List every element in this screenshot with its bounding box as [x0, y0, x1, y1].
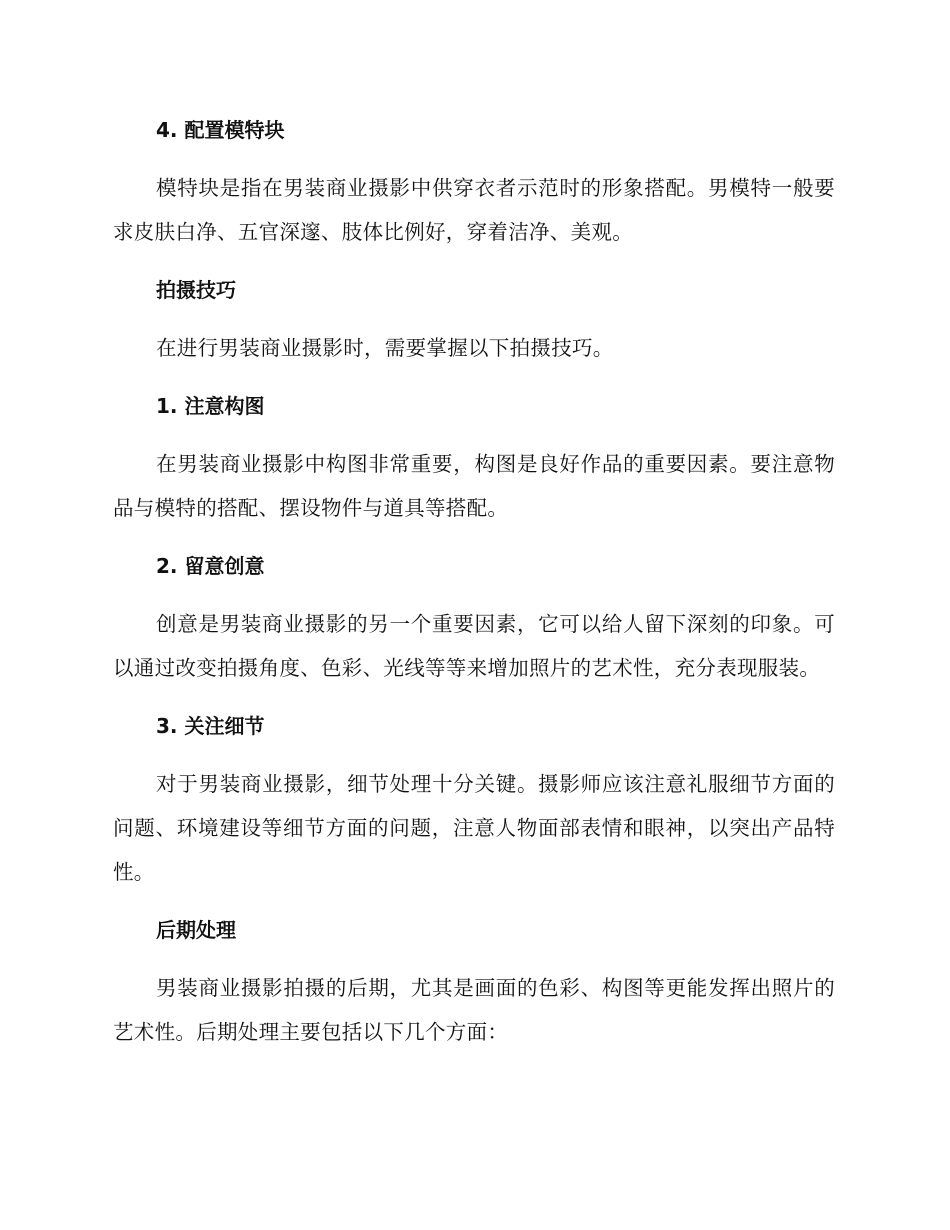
paragraph-model-block: 模特块是指在男装商业摄影中供穿衣者示范时的形象搭配。男模特一般要求皮肤白净、五官深邃、肢体比例好，穿着洁净、美观。: [113, 176, 835, 244]
document-body: [113, 108, 835, 1054]
paragraph-creativity: 创意是男装商业摄影的另一个重要因素，它可以给人留下深刻的印象。可以通过改变拍摄角度、色彩、光线等等来增加照片的艺术性，充分表现服装。: [113, 612, 835, 680]
section-heading-model-block: 4. 配置模特块: [156, 118, 285, 142]
paragraph-post-processing: 男装商业摄影拍摄的后期，尤其是画面的色彩、构图等更能发挥出照片的艺术性。后期处理主要包括以下几个方面：: [113, 976, 835, 1044]
paragraph-shooting-tips: 在进行男装商业摄影时，需要掌握以下拍摄技巧。: [156, 336, 614, 360]
paragraph-details: 对于男装商业摄影，细节处理十分关键。摄影师应该注意礼服细节方面的问题、环境建设等细节方面的问题，注意人物面部表情和眼神，以突出产品特性。: [113, 772, 835, 884]
section-heading-creativity: 2. 留意创意: [156, 554, 265, 578]
paragraph-composition: 在男装商业摄影中构图非常重要，构图是良好作品的重要因素。要注意物品与模特的搭配、摆设物件与道具等搭配。: [113, 452, 835, 520]
section-heading-shooting-tips: 拍摄技巧: [156, 278, 236, 302]
section-heading-composition: 1. 注意构图: [156, 394, 265, 418]
section-heading-post-processing: 后期处理: [156, 918, 236, 942]
section-heading-details: 3. 关注细节: [156, 714, 265, 738]
